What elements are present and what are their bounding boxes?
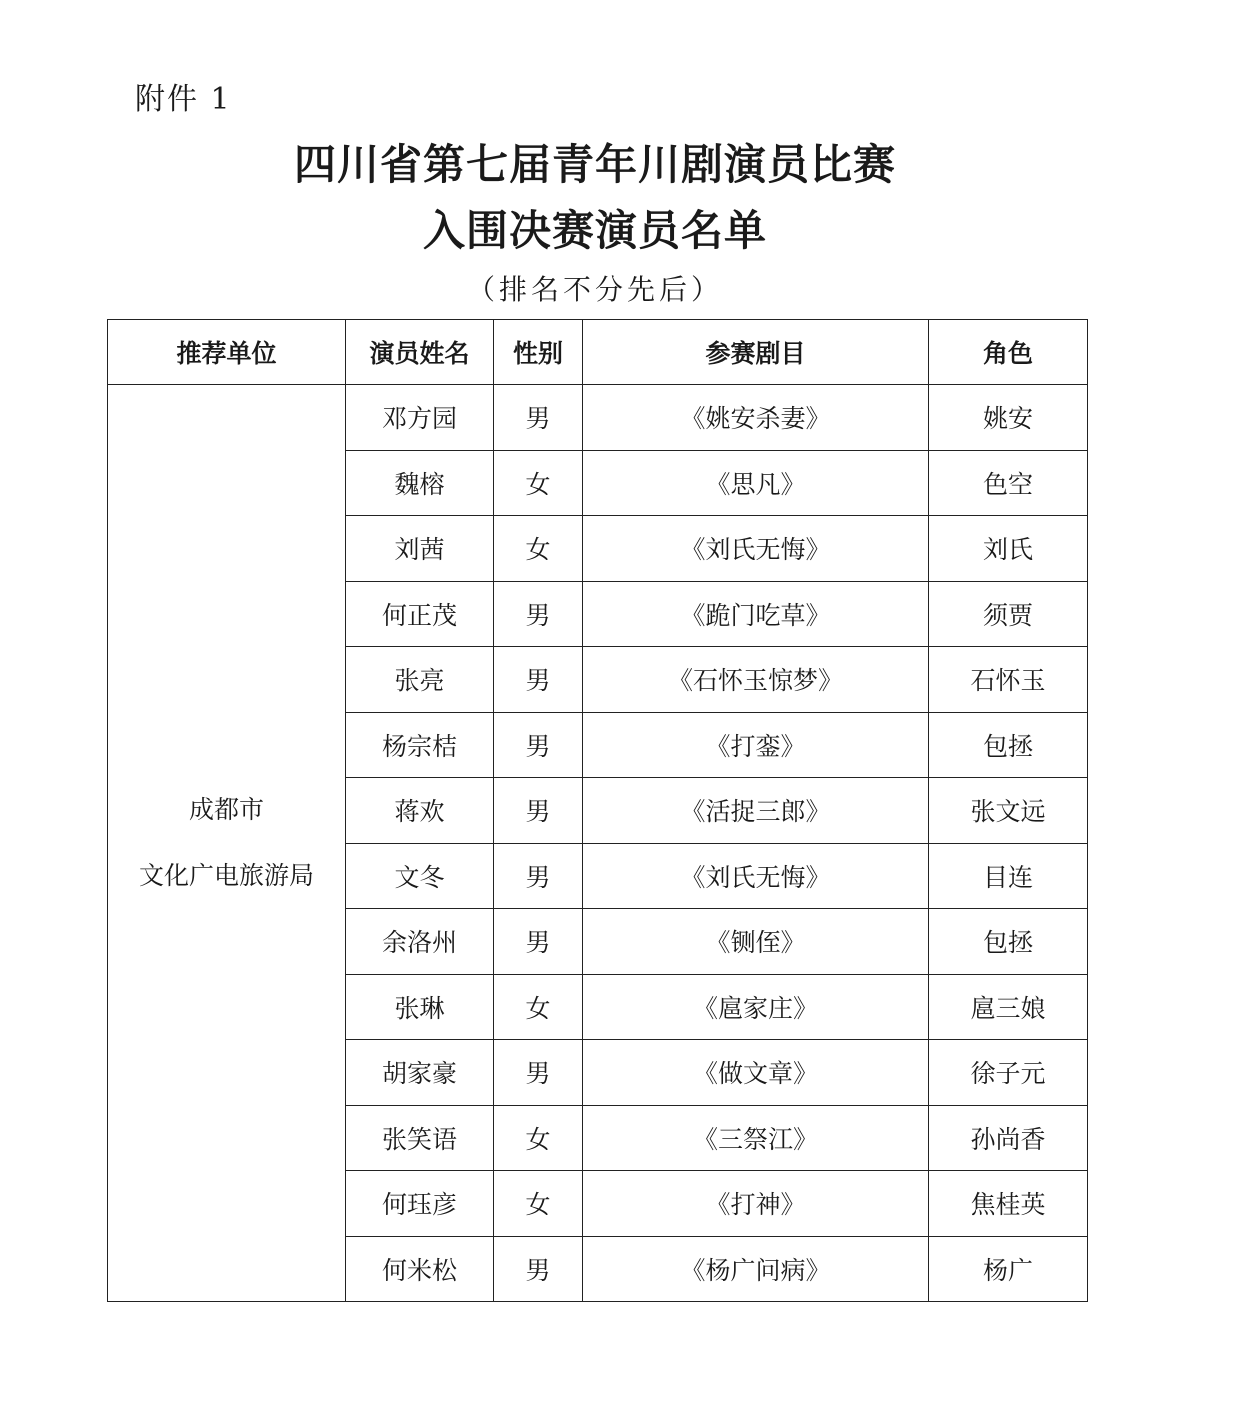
actor-name: 魏榕: [346, 450, 494, 516]
actor-play: 《杨广问病》: [583, 1236, 929, 1302]
header-name: 演员姓名: [346, 320, 494, 385]
actor-role: 石怀玉: [929, 647, 1088, 713]
actor-name: 邓方园: [346, 385, 494, 451]
header-unit: 推荐单位: [108, 320, 346, 385]
actor-name: 张亮: [346, 647, 494, 713]
actor-play: 《姚安杀妻》: [583, 385, 929, 451]
actor-gender: 女: [494, 1171, 583, 1237]
actor-name: 刘茜: [346, 516, 494, 582]
actor-name: 蒋欢: [346, 778, 494, 844]
actor-play: 《石怀玉惊梦》: [583, 647, 929, 713]
actor-role: 杨广: [929, 1236, 1088, 1302]
actor-play: 《跪门吃草》: [583, 581, 929, 647]
unit-line2: 文化广电旅游局: [138, 861, 314, 890]
actor-play: 《刘氏无悔》: [583, 516, 929, 582]
actor-play: 《三祭江》: [583, 1105, 929, 1171]
actor-gender: 男: [494, 385, 583, 451]
table-header-row: [108, 320, 1088, 385]
actor-play: 《扈家庄》: [583, 974, 929, 1040]
actor-gender: 男: [494, 581, 583, 647]
document-subtitle: （排名不分先后）: [466, 273, 723, 306]
actor-gender: 女: [494, 516, 583, 582]
actor-role: 姚安: [929, 385, 1088, 451]
actor-gender: 男: [494, 909, 583, 975]
actor-role: 焦桂英: [929, 1171, 1088, 1237]
actor-name: 何珏彦: [346, 1171, 494, 1237]
recommending-unit-cell: [108, 385, 346, 1302]
actor-play: 《活捉三郎》: [583, 778, 929, 844]
finalist-table: [107, 319, 1088, 1302]
actor-play: 《思凡》: [583, 450, 929, 516]
actor-role: 包拯: [929, 712, 1088, 778]
actor-role: 孙尚香: [929, 1105, 1088, 1171]
actor-name: 杨宗桔: [346, 712, 494, 778]
header-gender: 性别: [494, 320, 583, 385]
actor-role: 目连: [929, 843, 1088, 909]
actor-role: 须贾: [929, 581, 1088, 647]
document-title-line2: 入围决赛演员名单: [422, 206, 767, 255]
actor-gender: 男: [494, 647, 583, 713]
actor-gender: 男: [494, 843, 583, 909]
actor-name: 何正茂: [346, 581, 494, 647]
actor-name: 胡家豪: [346, 1040, 494, 1106]
actor-name: 余洛州: [346, 909, 494, 975]
actor-play: 《打神》: [583, 1171, 929, 1237]
actor-role: 徐子元: [929, 1040, 1088, 1106]
actor-gender: 男: [494, 1236, 583, 1302]
actor-gender: 男: [494, 1040, 583, 1106]
actor-gender: 男: [494, 778, 583, 844]
actor-gender: 女: [494, 974, 583, 1040]
actor-role: 扈三娘: [929, 974, 1088, 1040]
actor-gender: 男: [494, 712, 583, 778]
header-role: 角色: [929, 320, 1088, 385]
actor-gender: 女: [494, 1105, 583, 1171]
actor-name: 张琳: [346, 974, 494, 1040]
actor-role: 包拯: [929, 909, 1088, 975]
table-row: [108, 385, 1088, 451]
actor-play: 《刘氏无悔》: [583, 843, 929, 909]
actor-name: 张笑语: [346, 1105, 494, 1171]
unit-line1: 成都市: [188, 795, 264, 824]
actor-name: 文冬: [346, 843, 494, 909]
actor-gender: 女: [494, 450, 583, 516]
header-play: 参赛剧目: [583, 320, 929, 385]
actor-role: 张文远: [929, 778, 1088, 844]
document-title-line1: 四川省第七届青年川剧演员比赛: [293, 140, 896, 189]
actor-play: 《打銮》: [583, 712, 929, 778]
actor-play: 《做文章》: [583, 1040, 929, 1106]
actor-role: 刘氏: [929, 516, 1088, 582]
actor-role: 色空: [929, 450, 1088, 516]
attachment-label: 附件 1: [135, 82, 232, 117]
table-body: [108, 385, 1088, 1302]
actor-play: 《铡侄》: [583, 909, 929, 975]
actor-name: 何米松: [346, 1236, 494, 1302]
